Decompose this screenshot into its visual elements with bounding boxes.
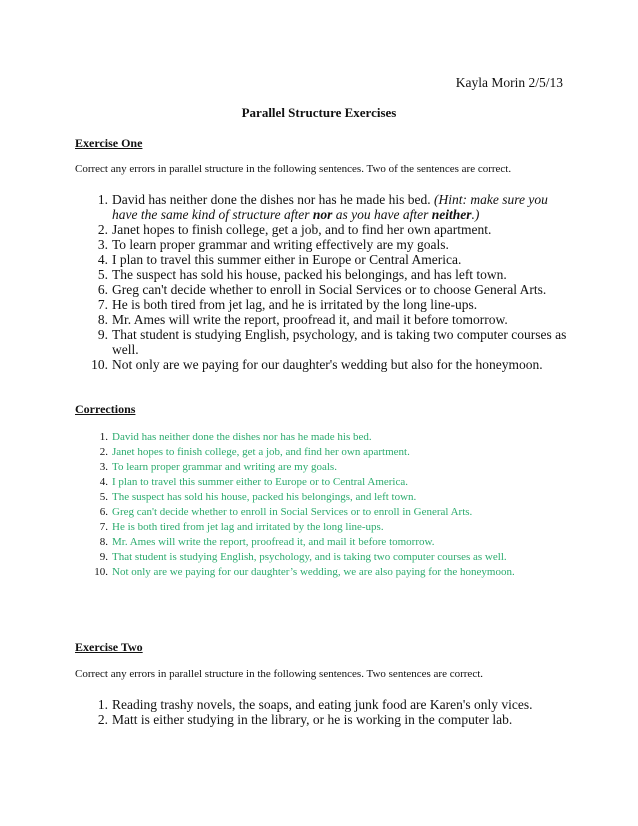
list-item: 7. He is both tired from jet lag and irritated by the long line-ups. [99,521,384,533]
item-text: The suspect has sold his house, packed his belongings, and left town. [112,491,417,503]
item-text: That student is studying English, psychology, and is taking two computer courses as well. [112,327,567,357]
list-item: 3. To learn proper grammar and writing effectively are my goals. [97,237,449,252]
list-item: 5. The suspect has sold his house, packed his belongings, and left town. [99,491,417,503]
list-item: 8. Mr. Ames will write the report, proofread it, and mail it before tomorrow. [97,312,508,327]
item-text: I plan to travel this summer either in Europe or Central America. [112,252,462,267]
item-text: Not only are we paying for our daughter's wedding but also for the honeymoon. [112,357,543,372]
page-title: Parallel Structure Exercises [241,105,397,120]
list-item: 3. To learn proper grammar and writing are my goals. [99,461,337,473]
item-text: Not only are we paying for our daughter’s wedding, we are also paying for the honeymoon. [112,566,515,578]
item-text: Janet hopes to finish college, get a job, and to find her own apartment. [112,222,492,237]
item-text: Janet hopes to finish college, get a job, and find her own apartment. [112,446,410,458]
item-number: 1. [97,192,108,207]
item-text: Mr. Ames will write the report, proofread it, and mail it before tomorrow. [112,312,508,327]
item-text: Greg can't decide whether to enroll in Social Services or to enroll in General Arts. [112,506,473,518]
item-text: To learn proper grammar and writing effectively are my goals. [112,237,449,252]
list-item: 4. I plan to travel this summer either to Europe or to Central America. [99,476,408,488]
item-text: The suspect has sold his house, packed his belongings, and has left town. [112,267,507,282]
item-text: David has neither done the dishes nor has he made his bed. [112,192,431,207]
item-text: To learn proper grammar and writing are my goals. [112,461,337,473]
exercise-two-heading: Exercise Two [75,640,143,654]
list-item: 1. David has neither done the dishes nor has he made his bed. [99,431,372,443]
list-item: 6. Greg can't decide whether to enroll in Social Services or to choose General Arts. [97,282,547,297]
item-text: Matt is either studying in the library, or he is working in the computer lab. [112,712,513,727]
list-item: 9. That student is studying English, psychology, and is taking two computer courses as well. [97,327,567,357]
list-item: 8. Mr. Ames will write the report, proofread it, and mail it before tomorrow. [99,536,435,548]
item-text: I plan to travel this summer either to Europe or to Central America. [112,476,408,488]
exercise-one-list [75,192,570,372]
list-item: 9. That student is studying English, psychology, and is taking two computer courses as well. [99,551,507,563]
item-text: Reading trashy novels, the soaps, and eating junk food are Karen's only vices. [112,697,533,712]
exercise-two-list [75,697,570,727]
item-text: Greg can't decide whether to enroll in Social Services or to choose General Arts. [112,282,547,297]
list-item: 2. Janet hopes to finish college, get a job, and to find her own apartment. [97,222,492,237]
item-text: He is both tired from jet lag and irritated by the long line-ups. [112,521,384,533]
list-item: 4. I plan to travel this summer either in Europe or Central America. [97,252,462,267]
list-item: 10. Not only are we paying for our daughter's wedding but also for the honeymoon. [91,357,543,372]
list-item: 2. Janet hopes to finish college, get a job, and find her own apartment. [99,446,410,458]
list-item: 2. Matt is either studying in the library, or he is working in the computer lab. [97,712,513,727]
author-date: Kayla Morin 2/5/13 [455,75,563,90]
item-text: He is both tired from jet lag, and he is irritated by the long line-ups. [112,297,478,312]
item-text: David has neither done the dishes nor has he made his bed. [112,431,372,443]
list-item: 1. Reading trashy novels, the soaps, and eating junk food are Karen's only vices. [97,697,533,712]
list-item: 7. He is both tired from jet lag, and he is irritated by the long line-ups. [97,297,478,312]
list-item: 5. The suspect has sold his house, packed his belongings, and has left town. [97,267,507,282]
exercise-two-instructions: Correct any errors in parallel structure in the following sentences. Two sentences are correct. [75,668,484,680]
item-text: Mr. Ames will write the report, proofread it, and mail it before tomorrow. [112,536,435,548]
exercise-one-heading: Exercise One [75,136,143,150]
list-item: 10. Not only are we paying for our daughter’s wedding, we are also paying for the honeymoon. [94,566,515,578]
list-item [75,192,570,222]
exercise-one-instructions: Correct any errors in parallel structure in the following sentences. Two of the sentences are correct. [75,163,512,175]
corrections-list [75,430,575,580]
item-text: That student is studying English, psychology, and is taking two computer courses as well. [112,551,507,563]
list-item: 6. Greg can't decide whether to enroll in Social Services or to enroll in General Arts. [99,506,473,518]
hint-text: (Hint: make sure you have the same kind of structure after nor as you have after neither.) [112,192,548,222]
corrections-heading: Corrections [75,402,136,416]
